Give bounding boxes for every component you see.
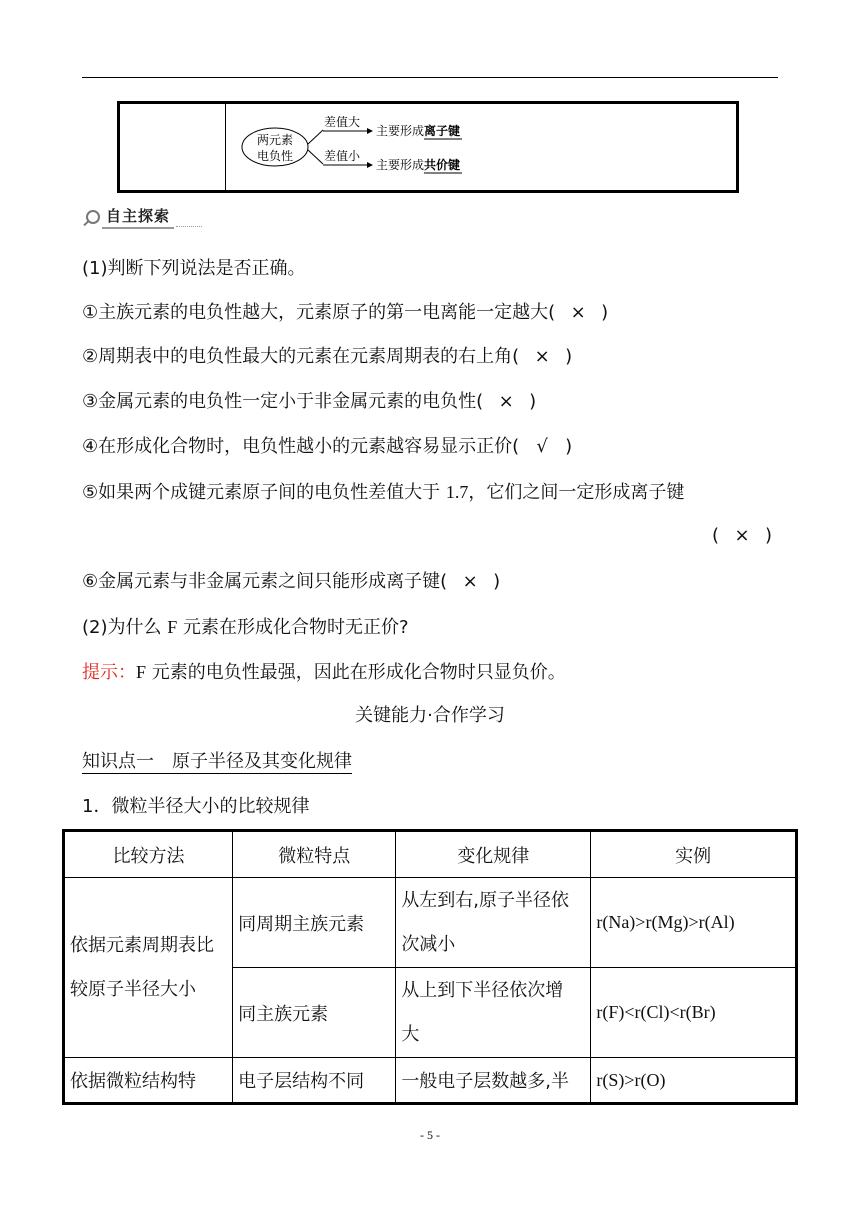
hint-label: 提示： — [82, 662, 136, 683]
close-paren: ) — [765, 525, 773, 546]
statement-4 — [82, 434, 572, 460]
example-cell: r(S)>r(O) — [591, 1058, 797, 1104]
method-line2: 较原子半径大小 — [70, 978, 196, 1000]
example-cell: r(Na)>r(Mg)>r(Al) — [591, 878, 797, 968]
statement-text-before: ⑤如果两个成键元素原子间的电负性差值大于 — [82, 482, 446, 503]
header-method: 比较方法 — [64, 831, 233, 878]
table-row — [64, 878, 797, 968]
header-rule: 变化规律 — [396, 831, 591, 878]
statement-text: ③金属元素的电负性一定小于非金属元素的电负性( — [82, 391, 484, 412]
self-explore-tag — [86, 206, 202, 228]
diagram-svg — [120, 104, 736, 190]
header-example: 实例 — [591, 831, 797, 878]
lower-arrow-head — [367, 162, 373, 168]
answer-mark: × — [462, 571, 478, 592]
feature-cell: 同主族元素 — [233, 968, 396, 1058]
statement-text: ⑥金属元素与非金属元素之间只能形成离子键( — [82, 571, 448, 592]
element-symbol: F — [167, 617, 178, 637]
hint — [82, 659, 566, 686]
close-paren: ) — [565, 346, 573, 367]
section-tag-label: 自主探索 — [102, 205, 174, 229]
header-rule — [82, 77, 778, 78]
method-cell — [64, 878, 233, 1058]
method-cell: 依据微粒结构特 — [64, 1058, 233, 1104]
answer-mark: × — [570, 302, 586, 323]
statement-text-after: ，它们之间一定形成离子键 — [468, 482, 685, 503]
tag-tail-decoration — [176, 216, 202, 227]
section-title: 关键能力·合作学习 — [355, 705, 505, 726]
statement-2 — [82, 344, 572, 370]
question2-before: (2)为什么 — [82, 617, 168, 638]
open-paren: ( — [712, 525, 720, 546]
center-line2: 电负性 — [256, 149, 294, 163]
statement-3 — [82, 389, 536, 415]
answer-mark: × — [534, 346, 550, 367]
rule-line1: 从上到下半径依次增 — [401, 979, 564, 1001]
answer-mark: × — [498, 391, 514, 412]
rule-line2: 次减小 — [401, 933, 456, 955]
lower-result-key: 共价键 — [424, 158, 461, 172]
rule-cell — [396, 968, 591, 1058]
rule-cell: 一般电子层数越多,半 — [396, 1058, 591, 1104]
rule-line2: 大 — [401, 1023, 420, 1045]
knowledge-point-text: 知识点一 原子半径及其变化规律 — [82, 751, 352, 772]
upper-branch-line — [308, 130, 323, 144]
close-paren: ) — [565, 436, 573, 457]
knowledge-point-heading — [82, 749, 352, 775]
radius-comparison-table — [62, 829, 798, 1105]
hint-text: 元素的电负性最强，因此在形成化合物时只显负价。 — [146, 662, 566, 683]
upper-arrow-head — [367, 128, 373, 134]
page-number: - 5 - — [420, 1128, 440, 1142]
lower-branch-label: 差值小 — [324, 149, 361, 163]
statement-5 — [82, 479, 684, 506]
question2 — [82, 614, 409, 641]
question1-intro: (1)判断下列说法是否正确。 — [82, 258, 306, 279]
answer-mark: √ — [536, 436, 548, 457]
method-line1: 依据元素周期表比 — [70, 934, 214, 956]
table-row — [64, 1058, 797, 1104]
statement-1 — [82, 300, 608, 326]
header-feature: 微粒特点 — [233, 831, 396, 878]
question2-after: 元素在形成化合物时无正价? — [177, 617, 409, 638]
close-paren: ) — [601, 302, 609, 323]
hint-element: F — [136, 662, 147, 682]
threshold-number: 1.7 — [445, 482, 469, 502]
statement-5-answer — [712, 523, 772, 549]
lower-branch-line — [308, 150, 323, 164]
statement-text: ①主族元素的电负性越大，元素原子的第一电离能一定越大( — [82, 302, 556, 323]
close-paren: ) — [529, 391, 537, 412]
rule-cell — [396, 878, 591, 968]
upper-branch-label: 差值大 — [324, 115, 361, 129]
example-cell: r(F)<r(Cl)<r(Br) — [591, 968, 797, 1058]
upper-result-key: 离子键 — [424, 124, 461, 138]
statement-6 — [82, 569, 500, 595]
feature-cell: 同周期主族元素 — [233, 878, 396, 968]
magnifier-icon — [86, 210, 100, 224]
close-paren: ) — [493, 571, 501, 592]
subheading: 1．微粒半径大小的比较规律 — [82, 796, 310, 817]
center-line1: 两元素 — [256, 133, 294, 147]
statement-text: ④在形成化合物时，电负性越小的元素越容易显示正价( — [82, 436, 520, 457]
table-header-row — [64, 831, 797, 878]
lower-result-prefix: 主要形成 — [376, 158, 425, 172]
statement-text: ②周期表中的电负性最大的元素在元素周期表的右上角( — [82, 346, 520, 367]
rule-line1: 从左到右,原子半径依 — [401, 889, 570, 911]
upper-result-prefix: 主要形成 — [376, 124, 425, 138]
feature-cell: 电子层结构不同 — [233, 1058, 396, 1104]
electronegativity-diagram — [117, 101, 739, 193]
answer-mark: × — [734, 525, 750, 546]
